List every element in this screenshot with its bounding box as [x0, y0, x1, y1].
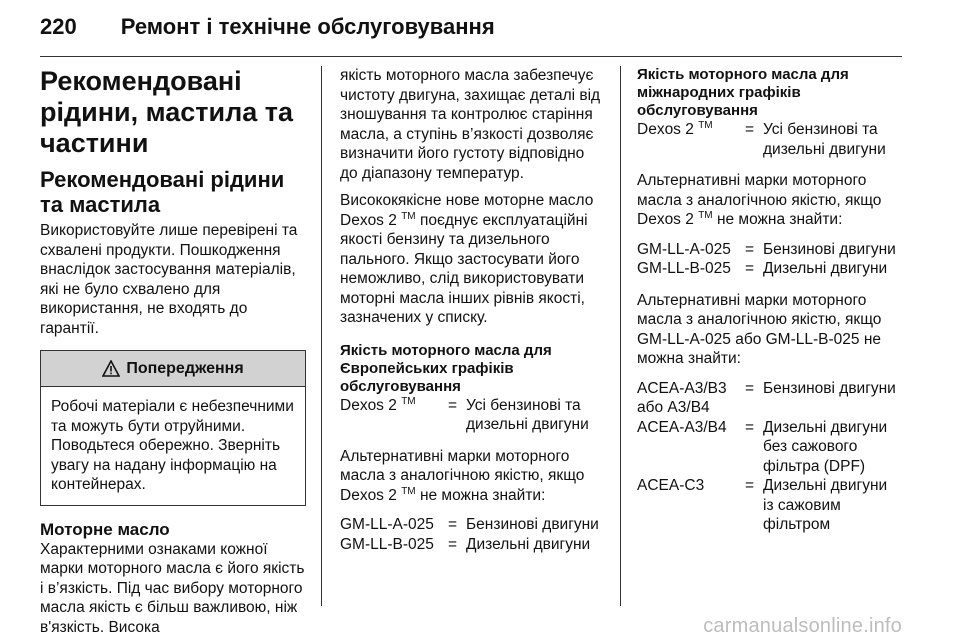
alt-paragraph-1: Альтернативні марки моторного масла з аналогічною якістю, якщо Dexos 2 ™ не можна знайти: — [637, 172, 882, 228]
page-number: 220 — [40, 14, 77, 39]
warning-header — [41, 351, 305, 387]
spec-value: Дизельні двигуни — [466, 535, 591, 553]
spec-value: Дизельні двигуни без сажового фільтра (DPF) — [763, 418, 888, 475]
watermark: carmanualsonline.info — [703, 615, 902, 637]
spec-key: GM-LL-A-025 — [340, 516, 434, 533]
spec-key: Dexos 2 ™ — [340, 395, 416, 414]
column-1 — [40, 66, 306, 637]
oil-heading: Моторне масло — [40, 519, 170, 539]
spec-eq: = — [745, 121, 755, 138]
alt-spec-table-1 — [637, 240, 902, 279]
intl-spec-table — [637, 120, 902, 159]
spec-key: GM-LL-A-025 — [637, 240, 731, 258]
warning-title: Попередження — [126, 359, 244, 377]
alt-spec-table — [340, 515, 602, 554]
column-3 — [637, 66, 902, 535]
oil-paragraph: Характерними ознаками кожної марки моторного масла є його якість і в’язкість. Під час вибору моторного масла якість є більш важливою, ніж в'язкість. Висока — [40, 540, 305, 636]
eu-quality-heading: Якість моторного масла для Європейських графіків обслуговування — [340, 341, 552, 395]
column-divider — [620, 66, 621, 606]
alt-paragraph-2: Альтернативні марки моторного масла з аналогічною якістю, якщо GM-LL-A-025 або GM-LL-B-025 не можна знайти: — [637, 291, 882, 367]
spec-eq: = — [745, 260, 755, 277]
spec-eq: = — [448, 396, 458, 414]
spec-key: ACEA-A3/B4 — [637, 418, 727, 436]
spec-value: Усі бензинові та дизельні двигуни — [466, 396, 589, 433]
eu-spec-table — [340, 396, 602, 435]
section-heading: Рекомендовані рідини, мастила та частини — [40, 66, 294, 158]
warning-box — [40, 350, 306, 506]
spec-key: ACEA-C3 — [637, 477, 705, 494]
spec-eq: = — [745, 379, 755, 397]
oil-quality-paragraph: якість моторного масла забезпечує чистоту двигуна, захищає деталі від зношування та контролює старіння масла, а ступінь в’язкості дозволяє визначити його густоту відповідно до діапазону температур. — [340, 67, 601, 182]
spec-value: Бензинові двигуни — [763, 379, 896, 397]
spec-eq: = — [745, 418, 755, 436]
spec-key: ACEA-A3/B3 або A3/B4 — [637, 379, 727, 416]
page-title: Ремонт і технічне обслуговування — [120, 14, 495, 39]
spec-eq: = — [448, 516, 458, 533]
alt-spec-table-2 — [637, 379, 902, 535]
warning-body: Робочі матеріали є небезпечними та можуть бути отруйними. Поводьтеся обережно. Зверніть увагу на надану інформацію на контейнерах. — [51, 398, 294, 493]
column-divider — [321, 66, 322, 606]
spec-value: Бензинові двигуни — [466, 516, 599, 533]
spec-eq: = — [745, 240, 755, 258]
warning-triangle-icon — [102, 360, 120, 377]
spec-value: Дизельні двигуни із сажовим фільтром — [763, 477, 888, 533]
spec-eq: = — [448, 535, 458, 553]
column-2 — [340, 66, 602, 554]
alt-paragraph: Альтернативні марки моторного масла з аналогічною якістю, якщо Dexos 2 ™ не можна знайти: — [340, 447, 585, 504]
spec-value: Бензинові двигуни — [763, 240, 896, 258]
page-header — [40, 14, 495, 48]
spec-key: GM-LL-B-025 — [340, 535, 434, 553]
intro-paragraph: Використовуйте лише перевірені та схвалені продукти. Пошкодження внаслідок застосування матеріалів, які не було схвалено для використання, не входять до гарантії. — [40, 222, 298, 337]
spec-eq: = — [745, 477, 755, 494]
spec-value: Дизельні двигуни — [763, 260, 888, 277]
spec-key: Dexos 2 ™ — [637, 119, 713, 138]
spec-key: GM-LL-B-025 — [637, 260, 731, 277]
subsection-heading: Рекомендовані рідини та мастила — [40, 167, 285, 217]
header-rule — [40, 56, 902, 57]
intl-quality-heading: Якість моторного масла для міжнародних графіків обслуговування — [637, 66, 849, 119]
dexos-paragraph: Висококякісне нове моторне масло Dexos 2 ™ поєднує експлуатаційні якості бензину та дизельного пального. Якщо застосувати його неможливо, слід використовувати моторні масла інших рівнів якості, зазначених у списку. — [340, 192, 594, 326]
spec-value: Усі бензинові та дизельні двигуни — [763, 121, 886, 158]
